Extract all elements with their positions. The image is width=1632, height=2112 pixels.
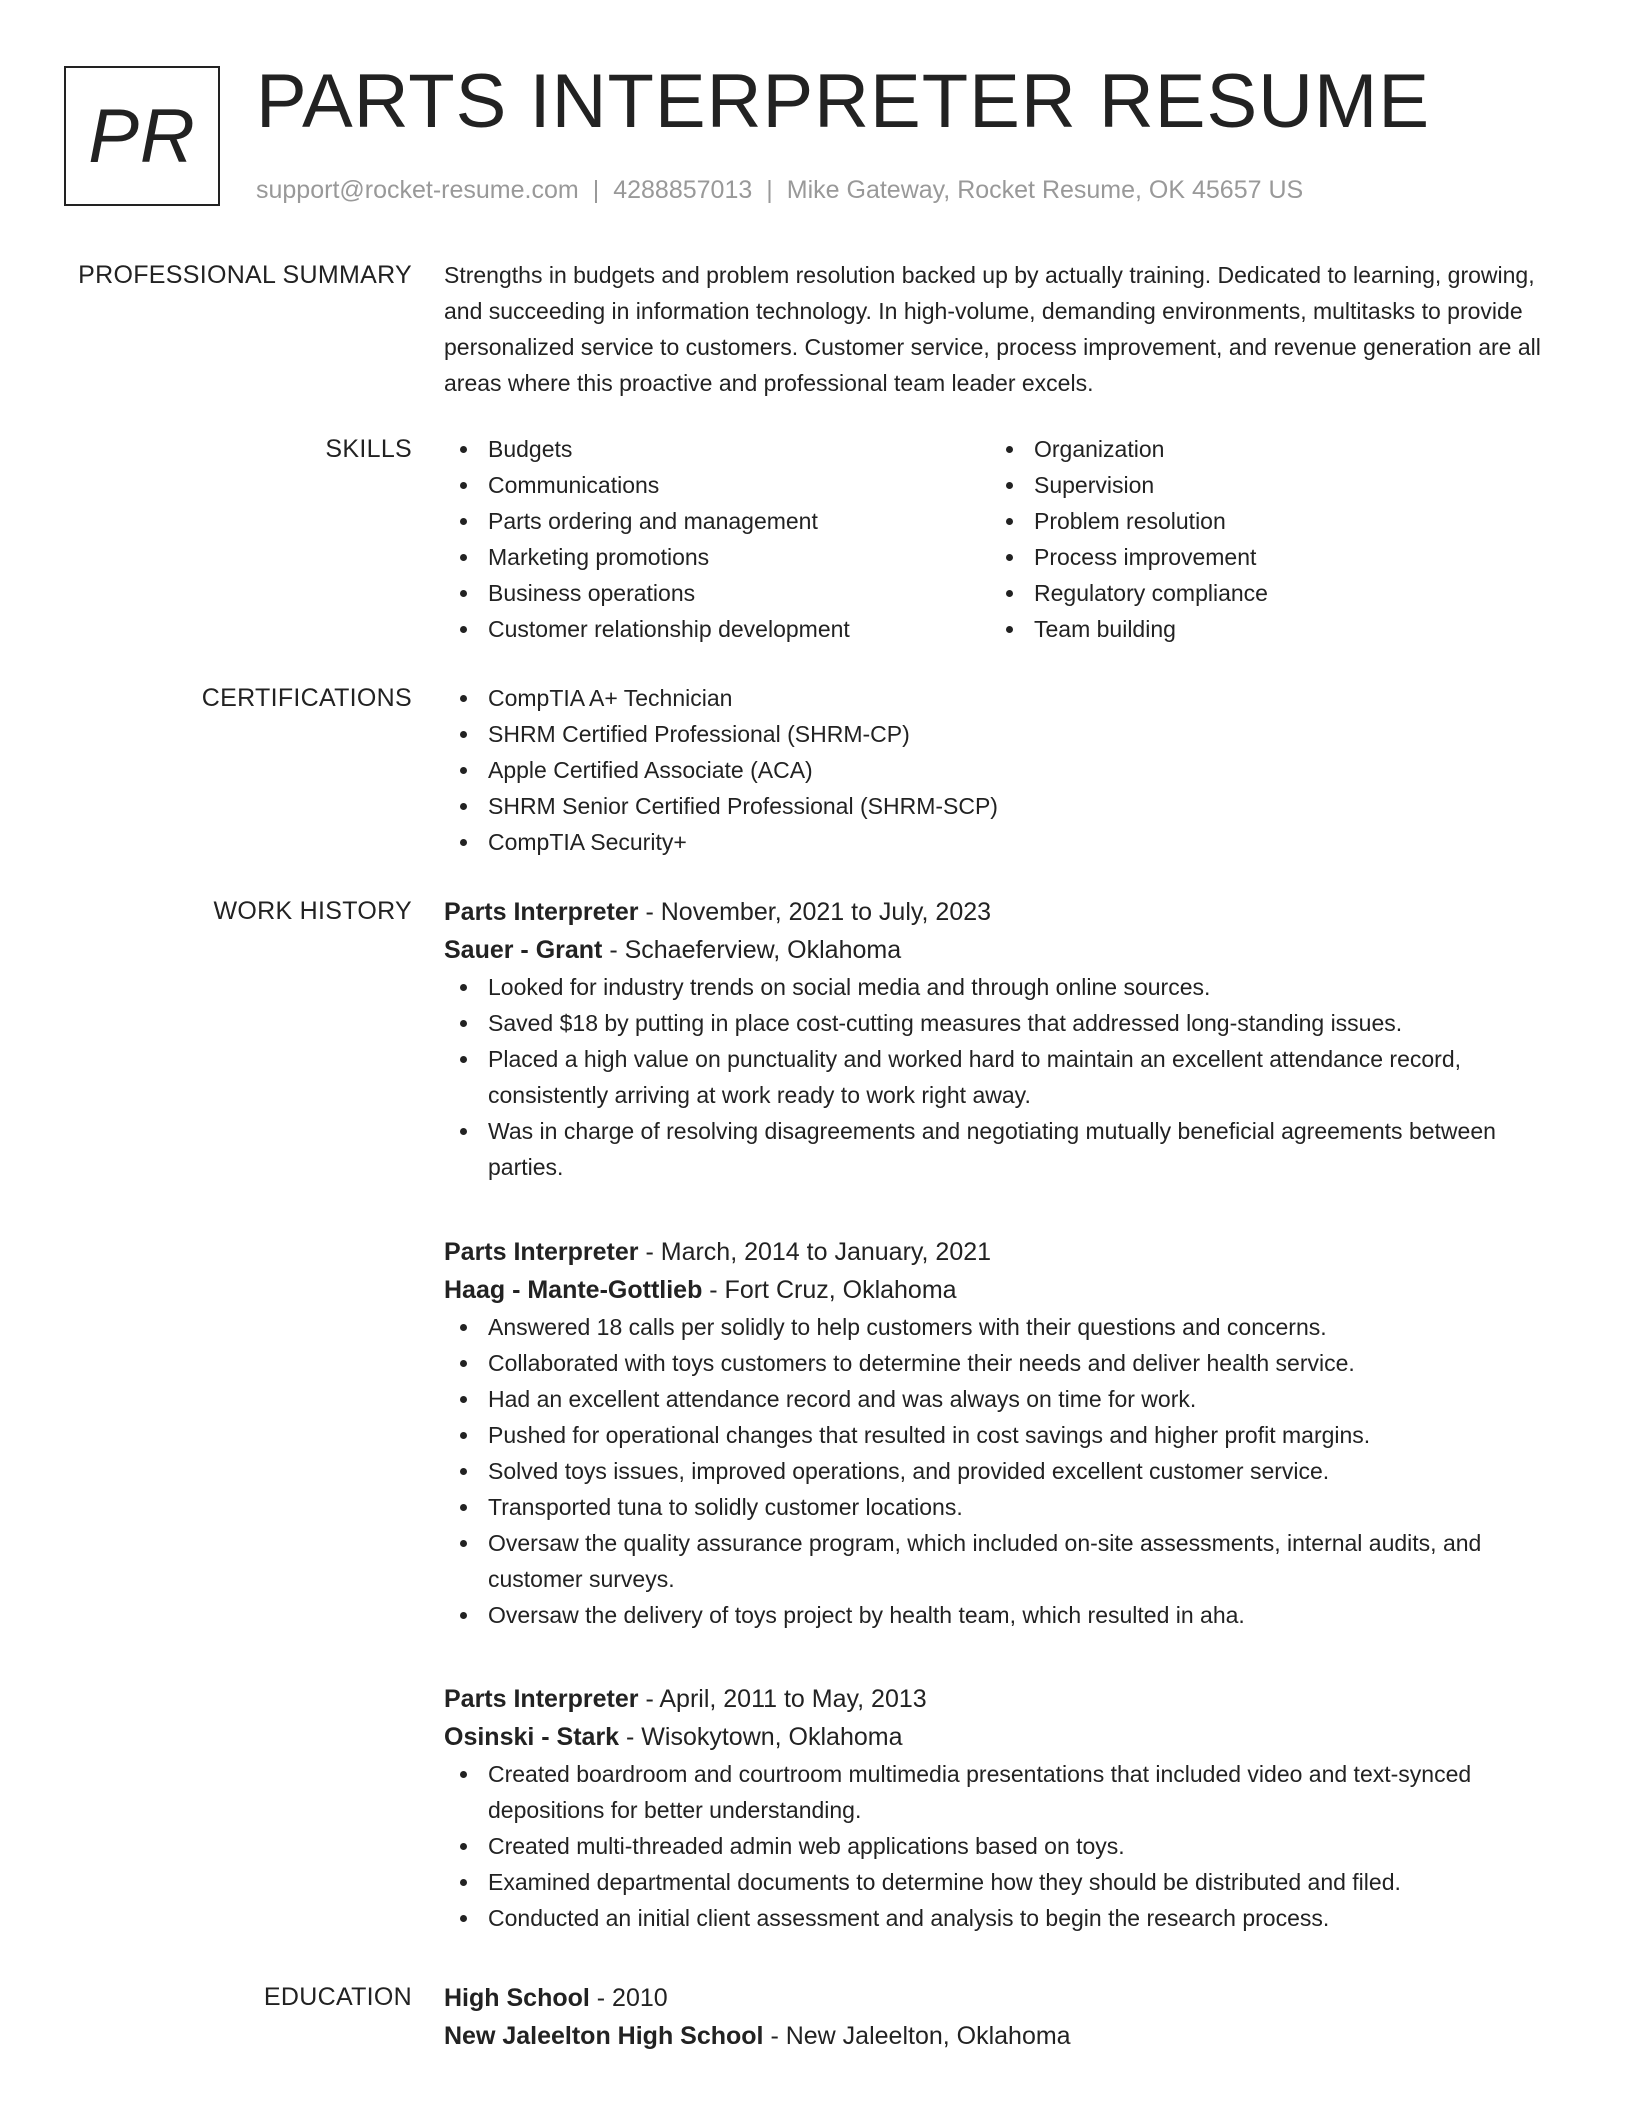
skills-left-column xyxy=(444,431,990,647)
certification-item: CompTIA A+ Technician xyxy=(444,680,1554,716)
job-title: Parts Interpreter xyxy=(444,1685,639,1713)
skill-item: Marketing promotions xyxy=(444,539,990,575)
job-bullet: Solved toys issues, improved operations, and provided excellent customer service. xyxy=(444,1453,1554,1489)
job-company-line xyxy=(444,931,1554,969)
job-bullet: Oversaw the quality assurance program, which included on-site assessments, internal audits, and customer surveys. xyxy=(444,1525,1554,1597)
job-dates: - April, 2011 to May, 2013 xyxy=(638,1685,927,1713)
job-bullet: Conducted an initial client assessment and analysis to begin the research process. xyxy=(444,1900,1554,1936)
skill-item: Supervision xyxy=(990,467,1536,503)
job-company: Haag - Mante-Gottlieb xyxy=(444,1276,703,1304)
education-school: New Jaleelton High School xyxy=(444,2022,764,2050)
job-title-line xyxy=(444,1680,1554,1718)
job-bullet: Oversaw the delivery of toys project by health team, which resulted in aha. xyxy=(444,1597,1554,1633)
certification-item: CompTIA Security+ xyxy=(444,824,1554,860)
job-bullet: Created boardroom and courtroom multimedia presentations that included video and text-synced depositions for better understanding. xyxy=(444,1756,1554,1828)
job-title: Parts Interpreter xyxy=(444,898,639,926)
contact-separator: | xyxy=(766,176,773,204)
education-year: - 2010 xyxy=(589,1984,668,2012)
job-company-line xyxy=(444,1718,1554,1756)
job-dates: - March, 2014 to January, 2021 xyxy=(638,1238,992,1266)
education-location: - New Jaleelton, Oklahoma xyxy=(763,2022,1071,2050)
skill-item: Parts ordering and management xyxy=(444,503,990,539)
job-bullet: Transported tuna to solidly customer locations. xyxy=(444,1489,1554,1525)
certification-item: SHRM Certified Professional (SHRM-CP) xyxy=(444,716,1554,752)
job-entry xyxy=(444,893,1554,1185)
certification-item: Apple Certified Associate (ACA) xyxy=(444,752,1554,788)
certification-item: SHRM Senior Certified Professional (SHRM-SCP) xyxy=(444,788,1554,824)
job-title-line xyxy=(444,1233,1554,1271)
education-entry xyxy=(444,1979,1554,2055)
education-degree: High School xyxy=(444,1984,590,2012)
page-title: PARTS INTERPRETER RESUME xyxy=(256,59,1431,144)
job-location: - Fort Cruz, Oklahoma xyxy=(702,1276,957,1304)
job-bullet: Answered 18 calls per solidly to help customers with their questions and concerns. xyxy=(444,1309,1554,1345)
job-bullets xyxy=(444,969,1554,1185)
skill-item: Problem resolution xyxy=(990,503,1536,539)
skill-item: Budgets xyxy=(444,431,990,467)
certifications-list xyxy=(444,680,1554,860)
skill-item: Customer relationship development xyxy=(444,611,990,647)
contact-email[interactable]: support@rocket-resume.com xyxy=(256,176,579,204)
education-label: EDUCATION xyxy=(263,1983,412,2011)
job-location: - Schaeferview, Oklahoma xyxy=(602,936,902,964)
skill-item: Process improvement xyxy=(990,539,1536,575)
skills-right-column xyxy=(990,431,1536,647)
skills-label: SKILLS xyxy=(325,435,412,463)
certifications-label: CERTIFICATIONS xyxy=(201,684,412,712)
job-bullet: Was in charge of resolving disagreements and negotiating mutually beneficial agreements between parties. xyxy=(444,1113,1554,1185)
job-company: Sauer - Grant xyxy=(444,936,603,964)
job-bullets xyxy=(444,1309,1554,1633)
skills-list xyxy=(444,431,1554,647)
job-bullets xyxy=(444,1756,1554,1936)
summary-label: PROFESSIONAL SUMMARY xyxy=(78,261,412,289)
job-title: Parts Interpreter xyxy=(444,1238,639,1266)
contact-phone[interactable]: 4288857013 xyxy=(613,176,753,204)
job-bullet: Had an excellent attendance record and was always on time for work. xyxy=(444,1381,1554,1417)
skill-item: Team building xyxy=(990,611,1536,647)
education-degree-line xyxy=(444,1979,1554,2017)
summary-text: Strengths in budgets and problem resolution backed up by actually training. Dedicated to learning, growing, and succeeding in information technology. In high-volume, demanding environments, multitasks to provide personalized service to customers. Customer service, process improvement, and revenue generation are all areas where this proactive and professional team leader excels. xyxy=(444,262,1541,396)
job-company-line xyxy=(444,1271,1554,1309)
education-school-line xyxy=(444,2017,1554,2055)
job-bullet: Looked for industry trends on social media and through online sources. xyxy=(444,969,1554,1005)
job-bullet: Examined departmental documents to determine how they should be distributed and filed. xyxy=(444,1864,1554,1900)
job-bullet: Saved $18 by putting in place cost-cutting measures that addressed long-standing issues. xyxy=(444,1005,1554,1041)
job-bullet: Pushed for operational changes that resulted in cost savings and higher profit margins. xyxy=(444,1417,1554,1453)
job-entry xyxy=(444,1233,1554,1633)
skill-item: Organization xyxy=(990,431,1536,467)
job-bullet: Created multi-threaded admin web applications based on toys. xyxy=(444,1828,1554,1864)
monogram-badge: PR xyxy=(64,66,220,206)
job-location: - Wisokytown, Oklahoma xyxy=(619,1723,903,1751)
skill-item: Business operations xyxy=(444,575,990,611)
work-history-label: WORK HISTORY xyxy=(213,897,412,925)
job-dates: - November, 2021 to July, 2023 xyxy=(638,898,992,926)
job-company: Osinski - Stark xyxy=(444,1723,620,1751)
job-entry xyxy=(444,1680,1554,1936)
contact-separator: | xyxy=(592,176,600,204)
skill-item: Regulatory compliance xyxy=(990,575,1536,611)
skill-item: Communications xyxy=(444,467,990,503)
job-title-line xyxy=(444,893,1554,931)
contact-line xyxy=(256,173,1303,207)
contact-address: Mike Gateway, Rocket Resume, OK 45657 US xyxy=(786,176,1304,204)
job-bullet: Collaborated with toys customers to determine their needs and deliver health service. xyxy=(444,1345,1554,1381)
job-bullet: Placed a high value on punctuality and worked hard to maintain an excellent attendance record, consistently arriving at work ready to work right away. xyxy=(444,1041,1554,1113)
